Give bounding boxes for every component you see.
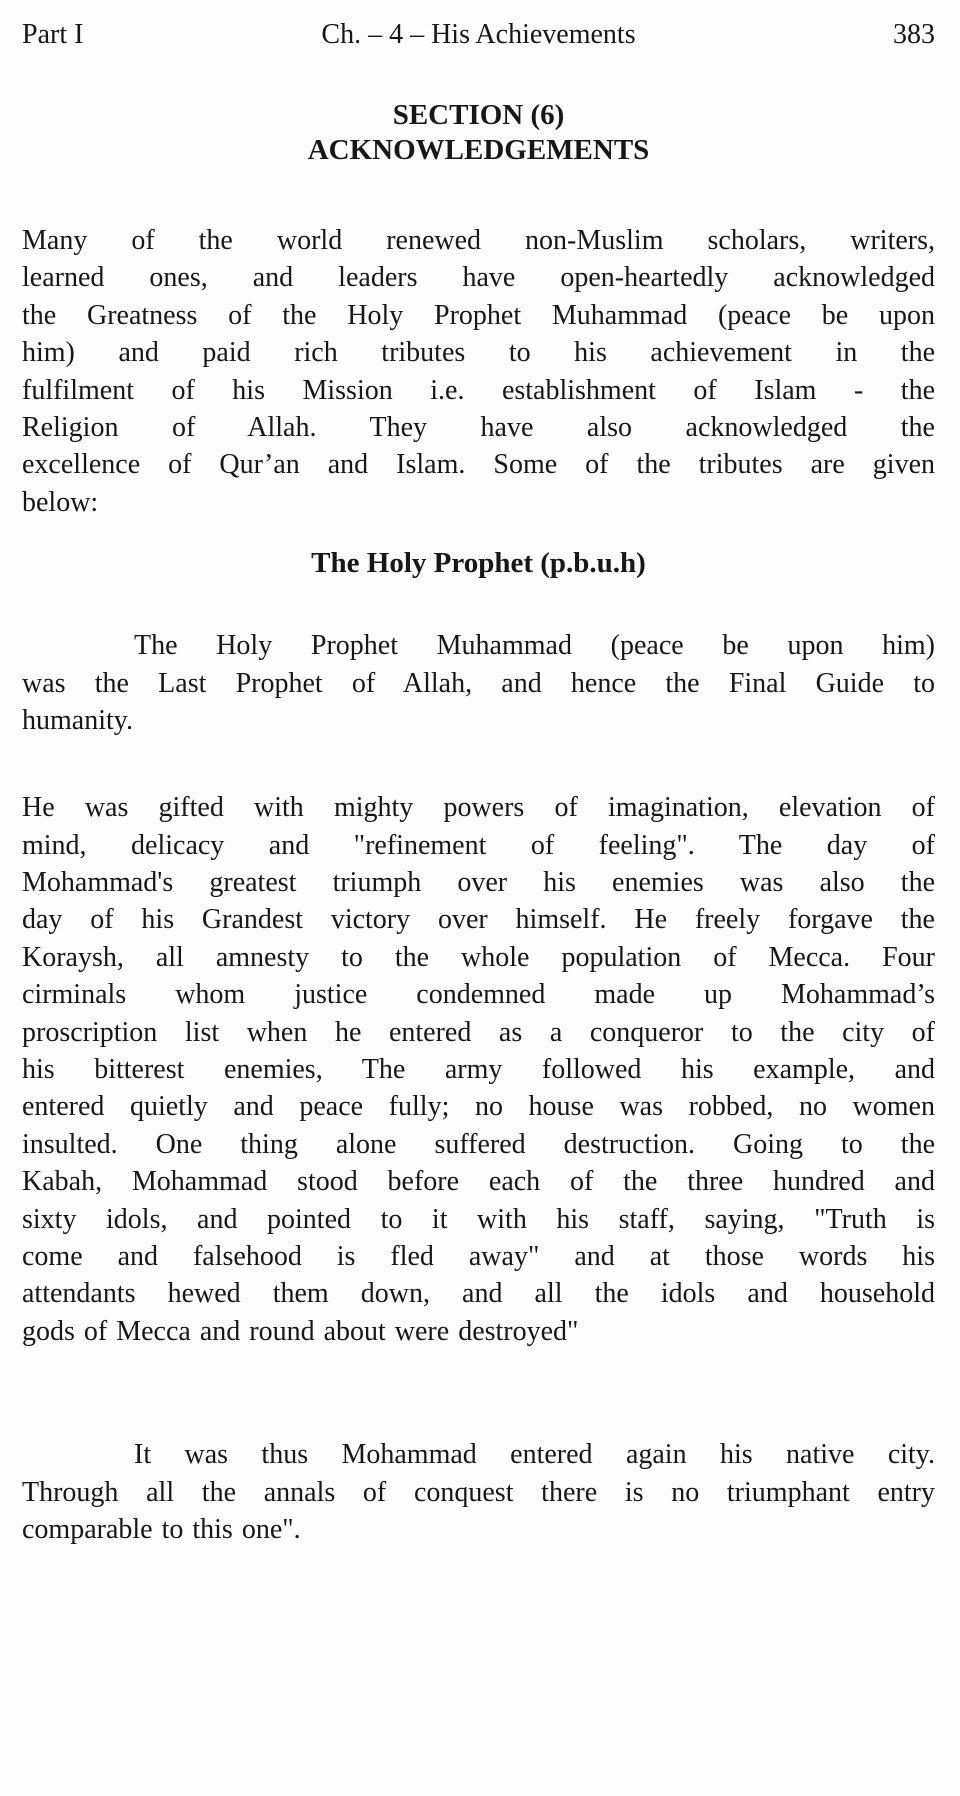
section-heading (22, 98, 935, 168)
text-line: mind, delicacy and "refinement of feeling". The day of (22, 829, 935, 861)
text-line: proscription list when he entered as a conqueror to the city of (22, 1016, 935, 1048)
text-line: Mohammad's greatest triumph over his enemies was also the (22, 867, 935, 899)
text-line: cirminals whom justice condemned made up Mohammad’s (22, 979, 935, 1011)
text-line: insulted. One thing alone suffered destruction. Going to the (22, 1128, 935, 1160)
text-line: fulfilment of his Mission i.e. establishment of Islam - the (22, 374, 935, 406)
text-line: attendants hewed them down, and all the idols and household (22, 1278, 935, 1310)
paragraph (22, 222, 935, 521)
text-line: Kabah, Mohammad stood before each of the three hundred and (22, 1166, 935, 1198)
page-header (22, 18, 935, 52)
text-line: day of his Grandest victory over himself. He freely forgave the (22, 904, 935, 936)
text-line: gods of Mecca and round about were destroyed" (22, 1315, 579, 1347)
text-line: excellence of Qur’an and Islam. Some of the tributes are given (22, 449, 935, 481)
paragraph (22, 789, 935, 1350)
header-part-label: Part I (22, 19, 84, 50)
header-page-number: 383 (893, 19, 935, 50)
paragraph (22, 1436, 935, 1548)
text-line: Through all the annals of conquest there is no triumphant entry (22, 1476, 935, 1508)
text-line: entered quietly and peace fully; no house was robbed, no women (22, 1091, 935, 1123)
text-line: learned ones, and leaders have open-heartedly acknowledged (22, 262, 935, 294)
sub-heading: The Holy Prophet (p.b.u.h) (311, 547, 646, 580)
text-line: He was gifted with mighty powers of imagination, elevation of (22, 792, 935, 824)
header-chapter-title: Ch. – 4 – His Achievements (321, 19, 636, 50)
section-heading-line2: ACKNOWLEDGEMENTS (307, 134, 650, 166)
text-line: Many of the world renewed non-Muslim scholars, writers, (22, 225, 935, 256)
text-line: comparable to this one". (22, 1513, 301, 1545)
text-line: The Holy Prophet Muhammad (peace be upon him) (134, 630, 935, 662)
text-line: him) and paid rich tributes to his achievement in the (22, 337, 935, 369)
paragraph (22, 627, 935, 739)
text-line: humanity. (22, 704, 133, 736)
text-line: Religion of Allah. They have also acknowledged the (22, 411, 935, 443)
text-line: sixty idols, and pointed to it with his staff, saying, "Truth is (22, 1203, 935, 1235)
text-line: his bitterest enemies, The army followed his example, and (22, 1054, 935, 1086)
section-heading-line1: SECTION (6) (392, 99, 565, 131)
text-line: come and falsehood is fled away" and at those words his (22, 1240, 935, 1272)
text-line: the Greatness of the Holy Prophet Muhammad (peace be upon (22, 299, 935, 331)
document-body (22, 222, 935, 1548)
text-line: Koraysh, all amnesty to the whole population of Mecca. Four (22, 941, 935, 973)
text-line: below: (22, 486, 99, 518)
text-line: was the Last Prophet of Allah, and hence the Final Guide to (22, 667, 935, 699)
text-line: It was thus Mohammad entered again his native city. (134, 1439, 935, 1471)
